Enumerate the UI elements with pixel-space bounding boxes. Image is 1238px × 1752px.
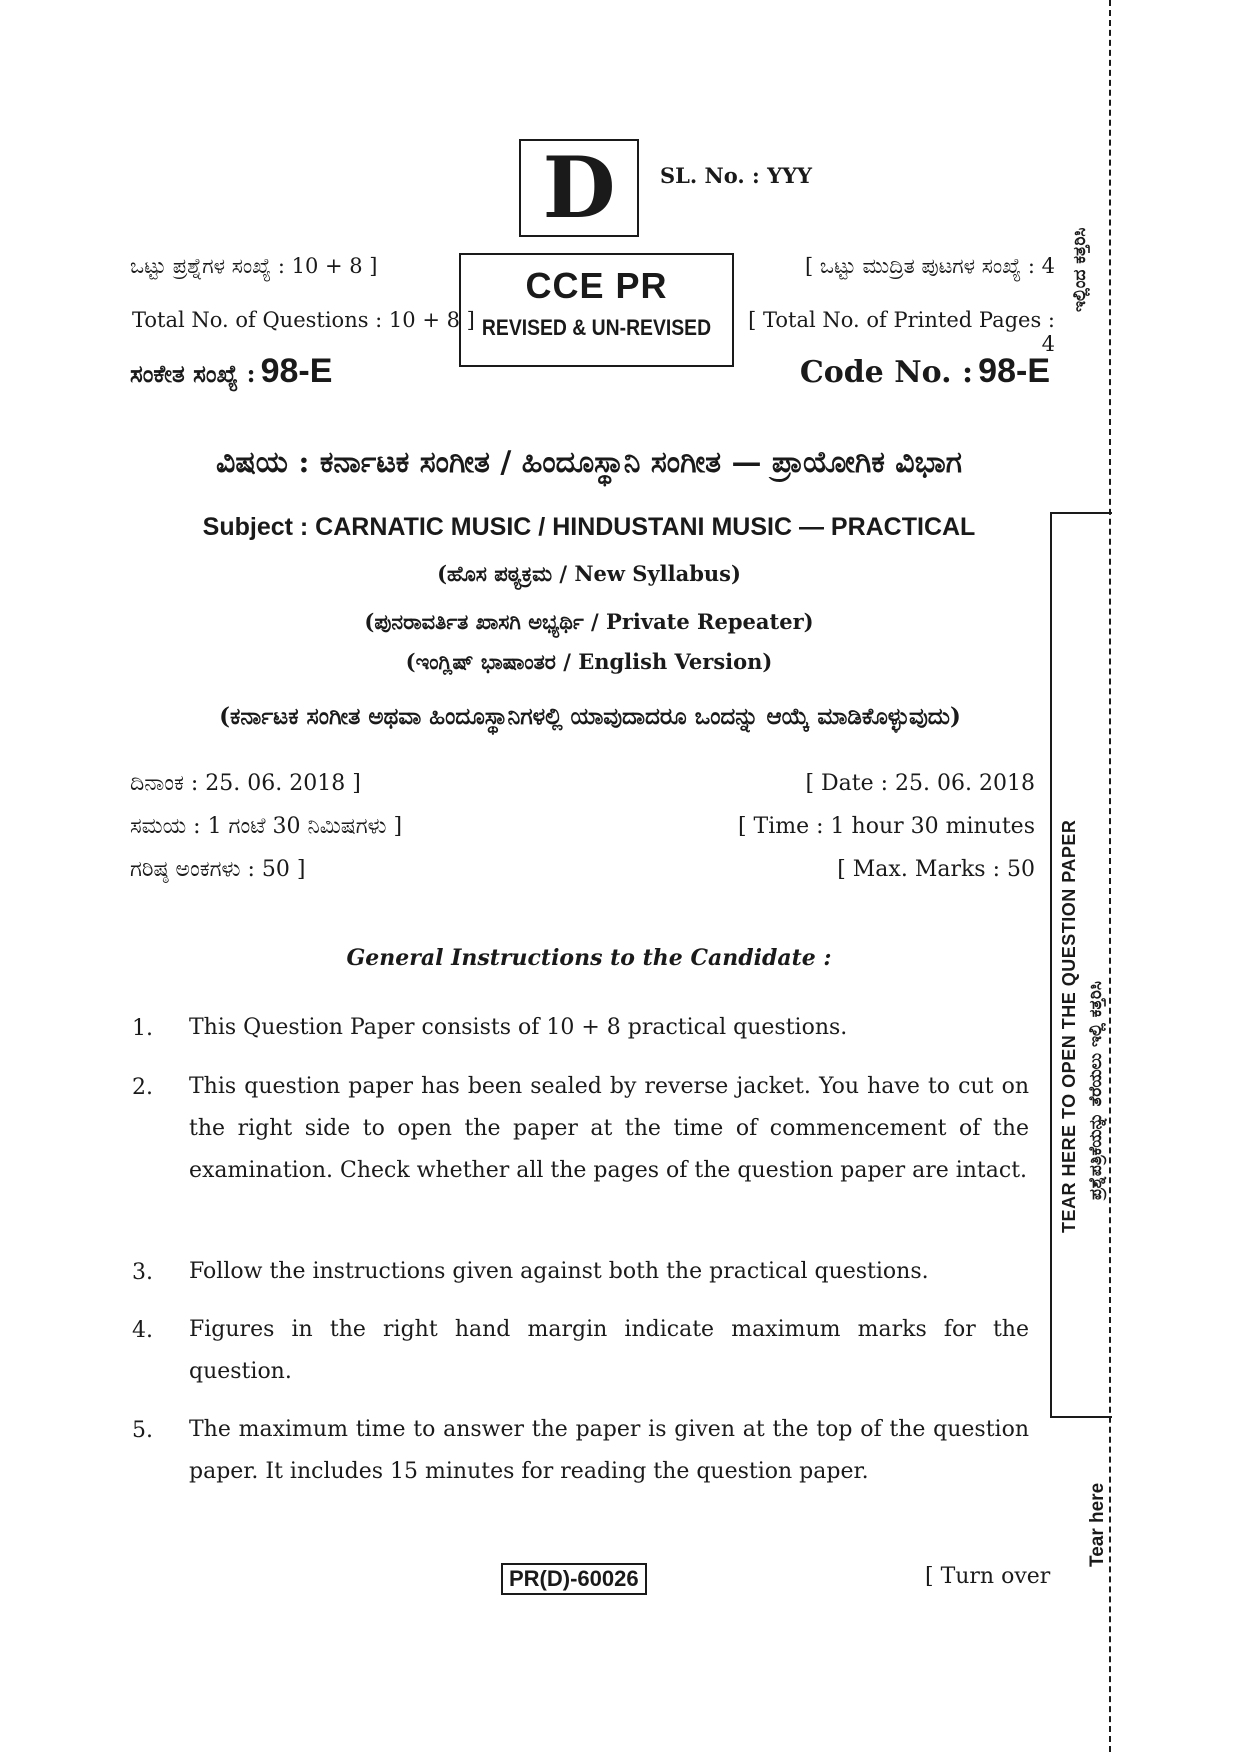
- instruction-item: This question paper has been sealed by reverse jacket. You have to cut on the right side to open the paper at the time of commencement of the examination. Check whether all the pages of the question paper are intact.: [189, 1074, 1029, 1183]
- instruction-number: 3.: [132, 1260, 153, 1285]
- code-number-kn-value: 98-E: [260, 352, 333, 390]
- code-number-en: [760, 352, 1050, 391]
- instruction-item: This Question Paper consists of 10 + 8 practical questions.: [189, 1015, 848, 1040]
- date-en: [ Date : 25. 06. 2018: [805, 771, 1035, 796]
- total-pages-en: [ Total No. of Printed Pages : 4: [748, 308, 1055, 356]
- code-number-en-label: Code No. :: [799, 355, 974, 390]
- code-number-en-value: 98-E: [978, 352, 1050, 390]
- instruction-item: Follow the instructions given against both the practical questions.: [189, 1259, 929, 1284]
- cut-here-kn: ಇಲ್ಲಿಂದ ಕತ್ತರಿಸಿ: [1070, 227, 1090, 312]
- version-line: (ಇಂಗ್ಲಿಷ್ ಭಾಷಾಂತರ / English Version): [405, 649, 773, 674]
- choice-line: (ಕರ್ನಾಟಕ ಸಂಗೀತ ಅಥವಾ ಹಿಂದೂಸ್ಥಾನಿಗಳಲ್ಲಿ ಯಾವುದಾದರೂ ಒಂದನ್ನು ಆಯ್ಕೆ ಮಾಡಿಕೊಳ್ಳುವುದು): [219, 703, 961, 730]
- candidate-line: (ಪುನರಾವರ್ತಿತ ಖಾಸಗಿ ಅಭ್ಯರ್ಥಿ / Private Repeater): [364, 609, 814, 634]
- exam-title: CCE PR: [525, 265, 668, 306]
- instruction-number: 1.: [132, 1016, 153, 1041]
- total-questions-en: Total No. of Questions : 10 + 8 ]: [132, 308, 475, 332]
- code-number-kn: [130, 352, 332, 391]
- series-letter: D: [542, 138, 616, 237]
- exam-subtitle: REVISED & UN-REVISED: [481, 315, 712, 340]
- subject-en: Subject : CARNATIC MUSIC / HINDUSTANI MUSIC — PRACTICAL: [202, 513, 976, 541]
- instruction-number: 2.: [132, 1075, 153, 1100]
- instruction-number: 4.: [132, 1318, 153, 1343]
- total-questions-kn: ಒಟ್ಟು ಪ್ರಶ್ನೆಗಳ ಸಂಖ್ಯೆ : 10 + 8 ]: [130, 254, 378, 278]
- instructions-heading: General Instructions to the Candidate :: [346, 945, 832, 971]
- series-letter-box: [519, 139, 639, 237]
- marks-kn: ಗರಿಷ್ಠ ಅಂಕಗಳು : 50 ]: [130, 857, 306, 882]
- exam-code-box: [459, 253, 734, 367]
- time-en: [ Time : 1 hour 30 minutes: [737, 814, 1035, 839]
- instruction-number: 5.: [132, 1418, 153, 1443]
- instruction-item: Figures in the right hand margin indicate maximum marks for the question.: [189, 1317, 1029, 1384]
- syllabus-line: (ಹೊಸ ಪಠ್ಯಕ್ರಮ / New Syllabus): [437, 561, 741, 586]
- tear-instruction-en: TEAR HERE TO OPEN THE QUESTION PAPER: [1059, 819, 1079, 1233]
- subject-kn: ವಿಷಯ : ಕರ್ನಾಟಕ ಸಂಗೀತ / ಹಿಂದೂಸ್ಥಾನಿ ಸಂಗೀತ — ಪ್ರಾಯೋಗಿಕ ವಿಭಾಗ: [216, 445, 962, 480]
- marks-en: [ Max. Marks : 50: [837, 857, 1035, 882]
- serial-number: SL. No. : YYY: [660, 163, 813, 188]
- turn-over-note: [ Turn over: [925, 1564, 1051, 1589]
- code-number-kn-label: ಸಂಕೇತ ಸಂಖ್ಯೆ :: [130, 359, 256, 388]
- paper-code: PR(D)-60026: [501, 1563, 647, 1595]
- instruction-item: The maximum time to answer the paper is given at the top of the question paper. It includes 15 minutes for reading the question paper.: [189, 1417, 1029, 1484]
- total-pages-kn: [ ಒಟ್ಟು ಮುದ್ರಿತ ಪುಟಗಳ ಸಂಖ್ಯೆ : 4: [804, 254, 1055, 278]
- tear-instruction-kn: ಪ್ರಶ್ನೆಪತ್ರಿಕೆಯನ್ನು ತೆರೆಯಲು ಇಲ್ಲಿ ಕತ್ತರಿಸಿ: [1086, 981, 1106, 1200]
- date-kn: ದಿನಾಂಕ : 25. 06. 2018 ]: [130, 771, 361, 796]
- time-kn: ಸಮಯ : 1 ಗಂಟೆ 30 ನಿಮಿಷಗಳು ]: [130, 814, 403, 839]
- tear-here-label: Tear here: [1087, 1482, 1108, 1567]
